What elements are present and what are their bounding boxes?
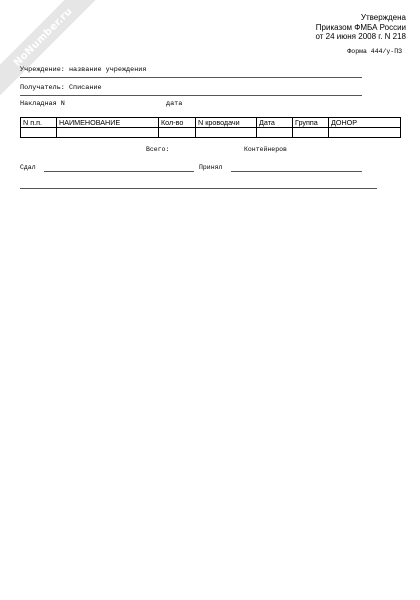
table-header-cell: ДОНОР [329, 118, 401, 128]
items-table [20, 117, 401, 138]
institution-field: Учреждение: название учреждения [20, 66, 147, 74]
table-cell [196, 128, 257, 138]
invoice-label: Накладная N [20, 100, 65, 108]
watermark-text: NoNumber.ru [11, 5, 75, 69]
table-header-cell: НАИМЕНОВАНИЕ [57, 118, 159, 128]
form-code: Форма 444/у-ПЗ [347, 48, 402, 55]
table-cell [57, 128, 159, 138]
table-header-cell: Дата [257, 118, 293, 128]
bottom-divider [20, 188, 377, 189]
watermark [0, 0, 110, 110]
table-header-cell: Кол-во [159, 118, 196, 128]
approval-block [316, 13, 406, 42]
table-cell [293, 128, 329, 138]
handed-underline [44, 171, 194, 172]
table-cell [329, 128, 401, 138]
approval-line-1: Утверждена [360, 13, 406, 22]
total-label: Всего: [146, 146, 170, 153]
date-label: дата [166, 100, 183, 108]
table-header-row [21, 118, 401, 128]
handed-label: Сдал [20, 164, 36, 171]
recipient-underline [20, 95, 362, 96]
table-header-cell: Группа [293, 118, 329, 128]
approval-line-2: Приказом ФМБА России [315, 22, 406, 32]
table-cell [159, 128, 196, 138]
table-body [21, 128, 401, 138]
institution-underline [20, 77, 362, 78]
received-label: Принял [199, 164, 223, 171]
table-cell [21, 128, 57, 138]
table-row [21, 128, 401, 138]
received-underline [231, 171, 362, 172]
table-header-cell: N кроводачи [196, 118, 257, 128]
recipient-field: Получатель: Списание [20, 84, 102, 92]
table-header-cell: N п.п. [21, 118, 57, 128]
approval-line-3: от 24 июня 2008 г. N 218 [315, 32, 406, 41]
table-cell [257, 128, 293, 138]
containers-label: Контейнеров [244, 146, 287, 153]
